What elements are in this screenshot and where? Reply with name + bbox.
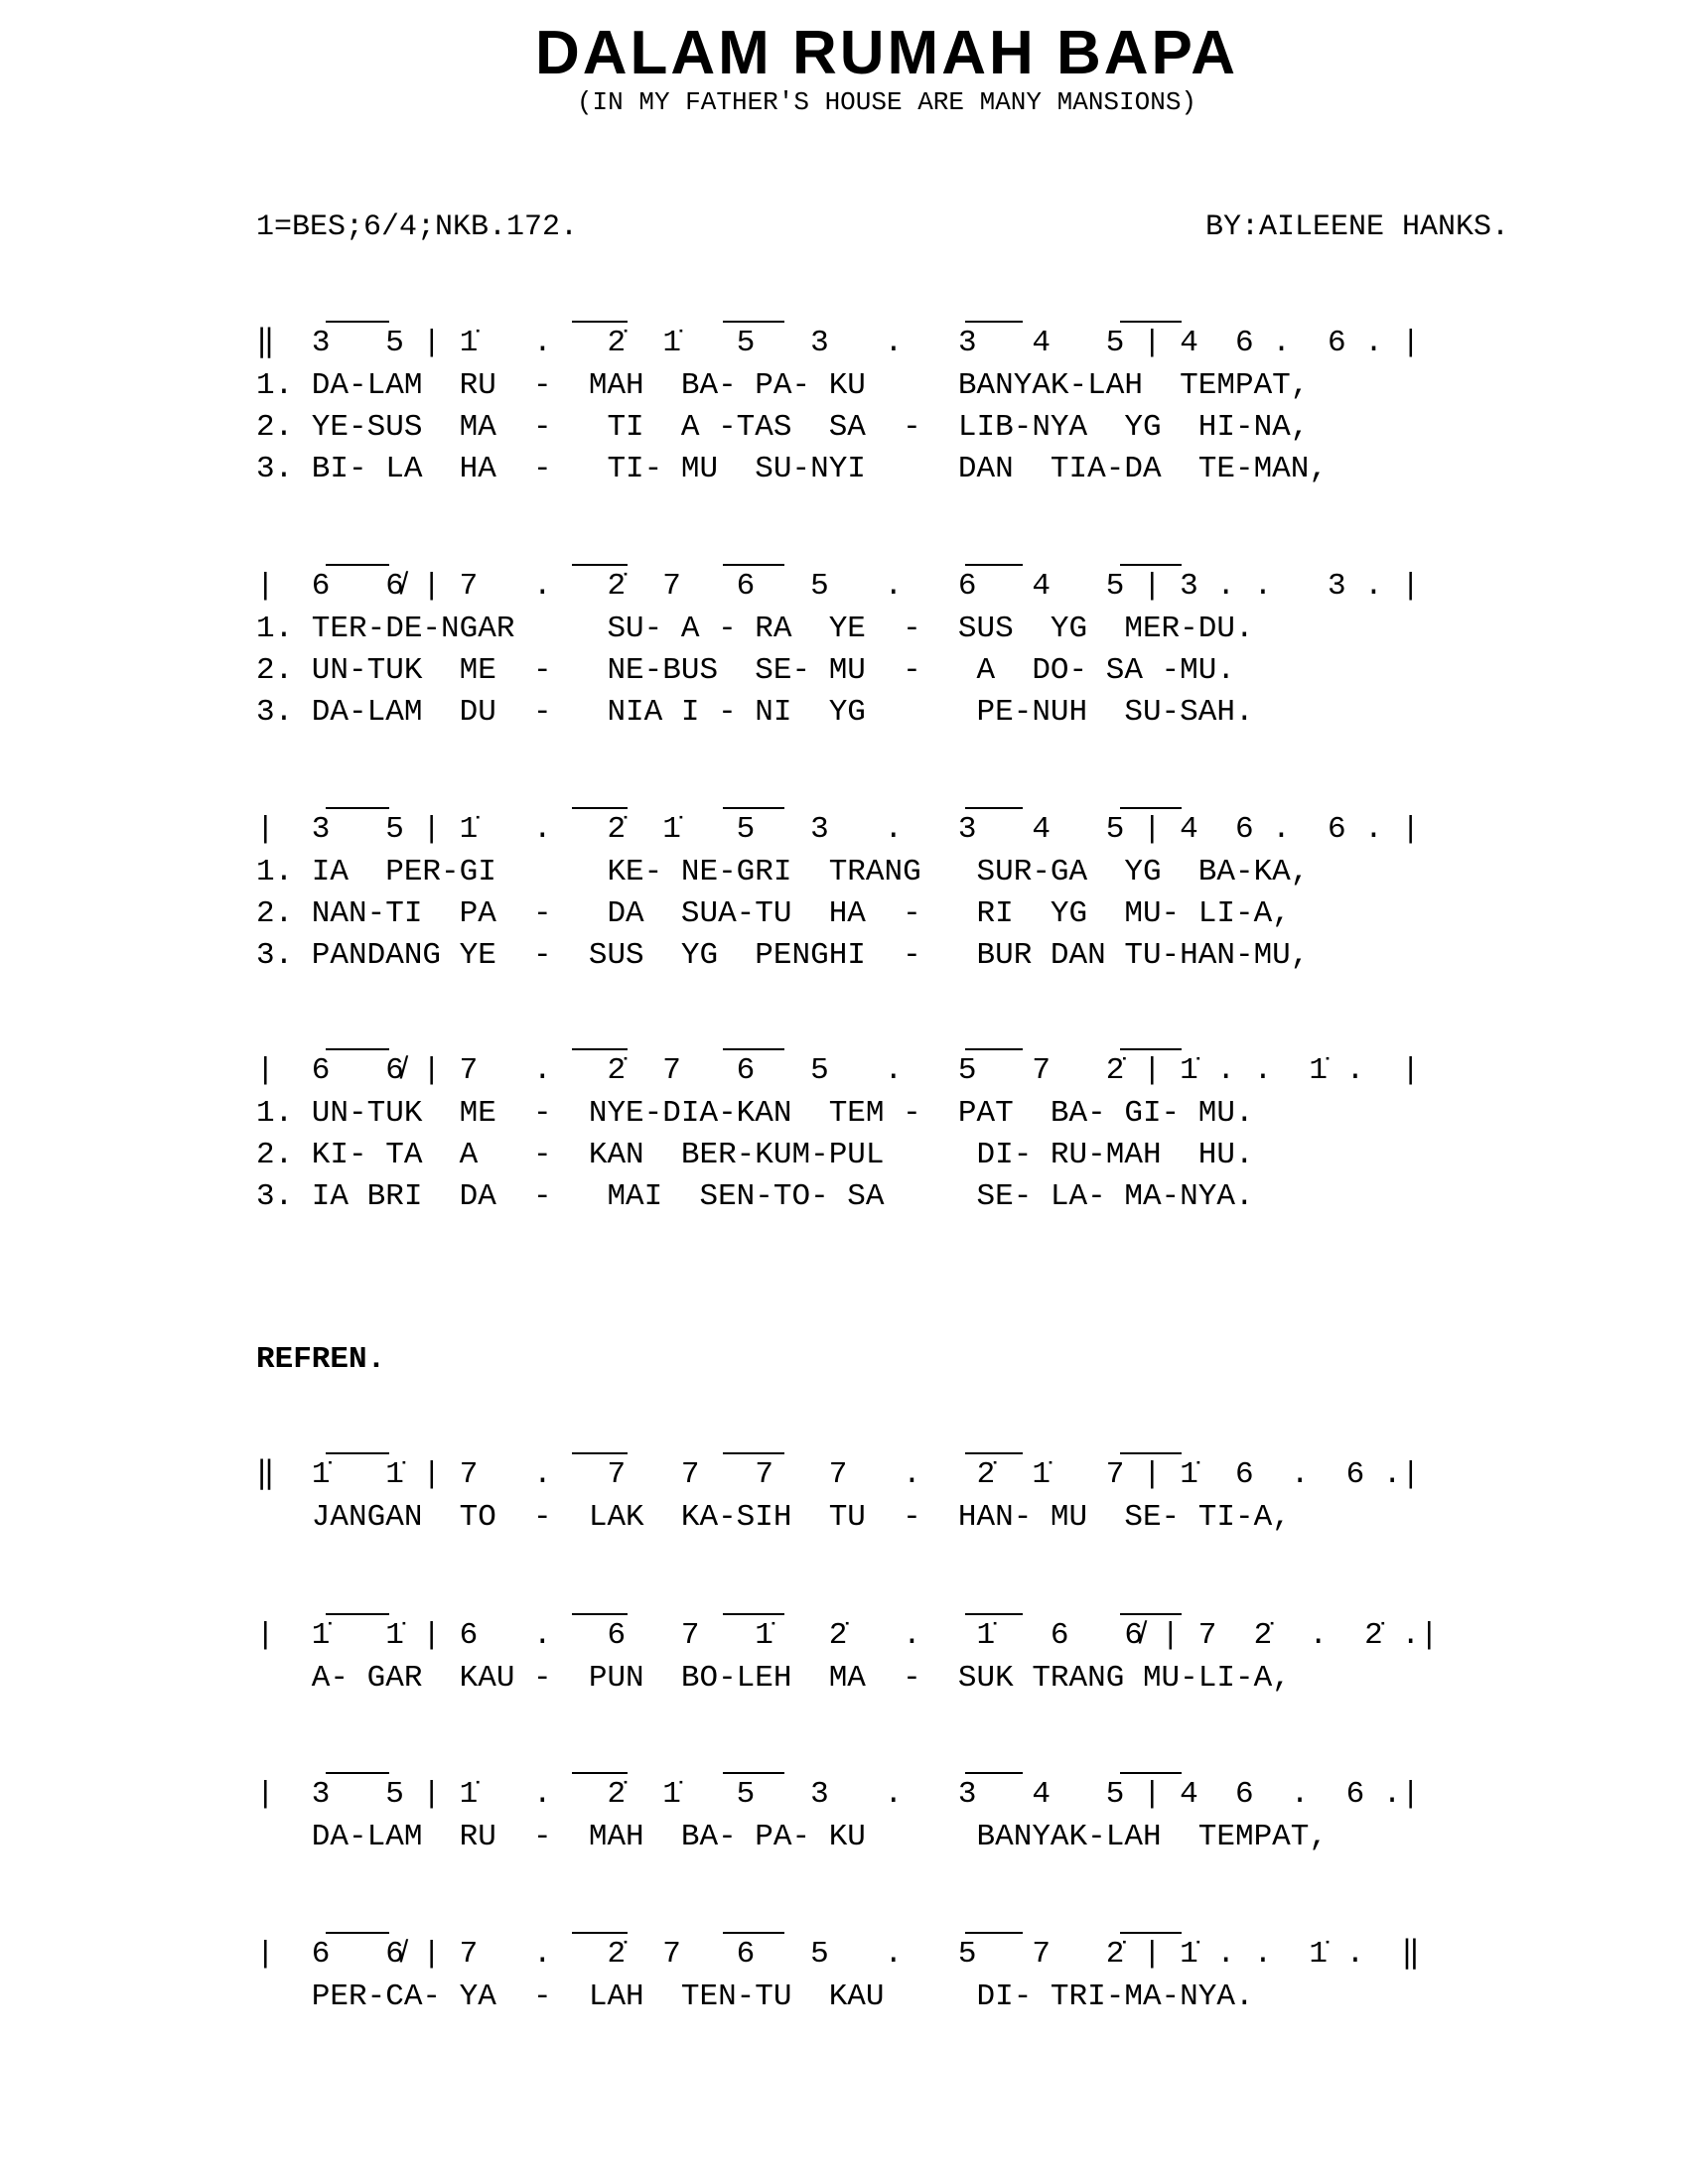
lyric-line: 3. PANDANG YE - SUS YG PENGHI - BUR DAN TU-HAN-MU, [256, 938, 1310, 973]
lyric-line: JANGAN TO - LAK KA-SIH TU - HAN- MU SE- TI-A, [256, 1500, 1291, 1535]
notation-line: ‖ 3 5 | 1̇ . 2̇ 1̇ 5 3 . 3 4 5 | 4 6 . 6 . | [256, 326, 1421, 360]
notation-line: | 3 5 | 1̇ . 2̇ 1̇ 5 3 . 3 4 5 | 4 6 . 6 . | [256, 812, 1420, 847]
lyric-line: 3. IA BRI DA - MAI SEN-TO- SA SE- LA- MA-NYA. [256, 1179, 1254, 1214]
lyric-line: 1. DA-LAM RU - MAH BA- PA- KU BANYAK-LAH TEMPAT, [256, 368, 1310, 403]
notation-line: | 1̇ 1̇ | 6 . 6 7 1̇ 2̇ . 1̇ 6 6̸ | 7 2̇ . 2̇ .| [256, 1618, 1439, 1653]
notation-line: | 6 6̸ | 7 . 2̇ 7 6 5 . 6 4 5 | 3 . . 3 . | [256, 569, 1420, 604]
lyric-line: 1. TER-DE-NGAR SU- A - RA YE - SUS YG MER-DU. [256, 612, 1254, 646]
lyric-line: 3. DA-LAM DU - NIA I - NI YG PE-NUH SU-SAH. [256, 695, 1254, 730]
refrain-heading: REFREN. [256, 1342, 386, 1377]
song-title: DALAM RUMAH BAPA [534, 19, 1239, 87]
lyric-line: 3. BI- LA HA - TI- MU SU-NYI DAN TIA-DA TE-MAN, [256, 452, 1328, 486]
lyric-line: 2. YE-SUS MA - TI A -TAS SA - LIB-NYA YG HI-NA, [256, 410, 1310, 445]
lyric-line: 2. KI- TA A - KAN BER-KUM-PUL DI- RU-MAH HU. [256, 1138, 1254, 1172]
lyric-line: PER-CA- YA - LAH TEN-TU KAU DI- TRI-MA-NYA. [256, 1979, 1254, 2014]
lyric-line: 1. UN-TUK ME - NYE-DIA-KAN TEM - PAT BA- GI- MU. [256, 1096, 1254, 1131]
lyric-line: 2. UN-TUK ME - NE-BUS SE- MU - A DO- SA -MU. [256, 653, 1235, 688]
notation-line: | 6 6̸ | 7 . 2̇ 7 6 5 . 5 7 2̇ | 1̇ . . 1̇ . ‖ [256, 1937, 1421, 1972]
composer-credit: BY:AILEENE HANKS. [1204, 210, 1509, 244]
notation-line: ‖ 1̇ 1̇ | 7 . 7 7 7 7 . 2̇ 1̇ 7 | 1̇ 6 . 6 .| [256, 1457, 1421, 1492]
lyric-line: DA-LAM RU - MAH BA- PA- KU BANYAK-LAH TEMPAT, [256, 1820, 1328, 1854]
notation-line: | 3 5 | 1̇ . 2̇ 1̇ 5 3 . 3 4 5 | 4 6 . 6 .| [256, 1777, 1420, 1812]
song-subtitle: (IN MY FATHER'S HOUSE ARE MANY MANSIONS) [576, 87, 1197, 117]
key-signature-info: 1=BES;6/4;NKB.172. [256, 210, 579, 244]
lyric-line: 1. IA PER-GI KE- NE-GRI TRANG SUR-GA YG BA-KA, [256, 855, 1310, 889]
lyric-line: 2. NAN-TI PA - DA SUA-TU HA - RI YG MU- LI-A, [256, 896, 1291, 931]
lyric-line: A- GAR KAU - PUN BO-LEH MA - SUK TRANG MU-LI-A, [256, 1661, 1291, 1696]
notation-line: | 6 6̸ | 7 . 2̇ 7 6 5 . 5 7 2̇ | 1̇ . . 1̇ . | [256, 1053, 1420, 1088]
